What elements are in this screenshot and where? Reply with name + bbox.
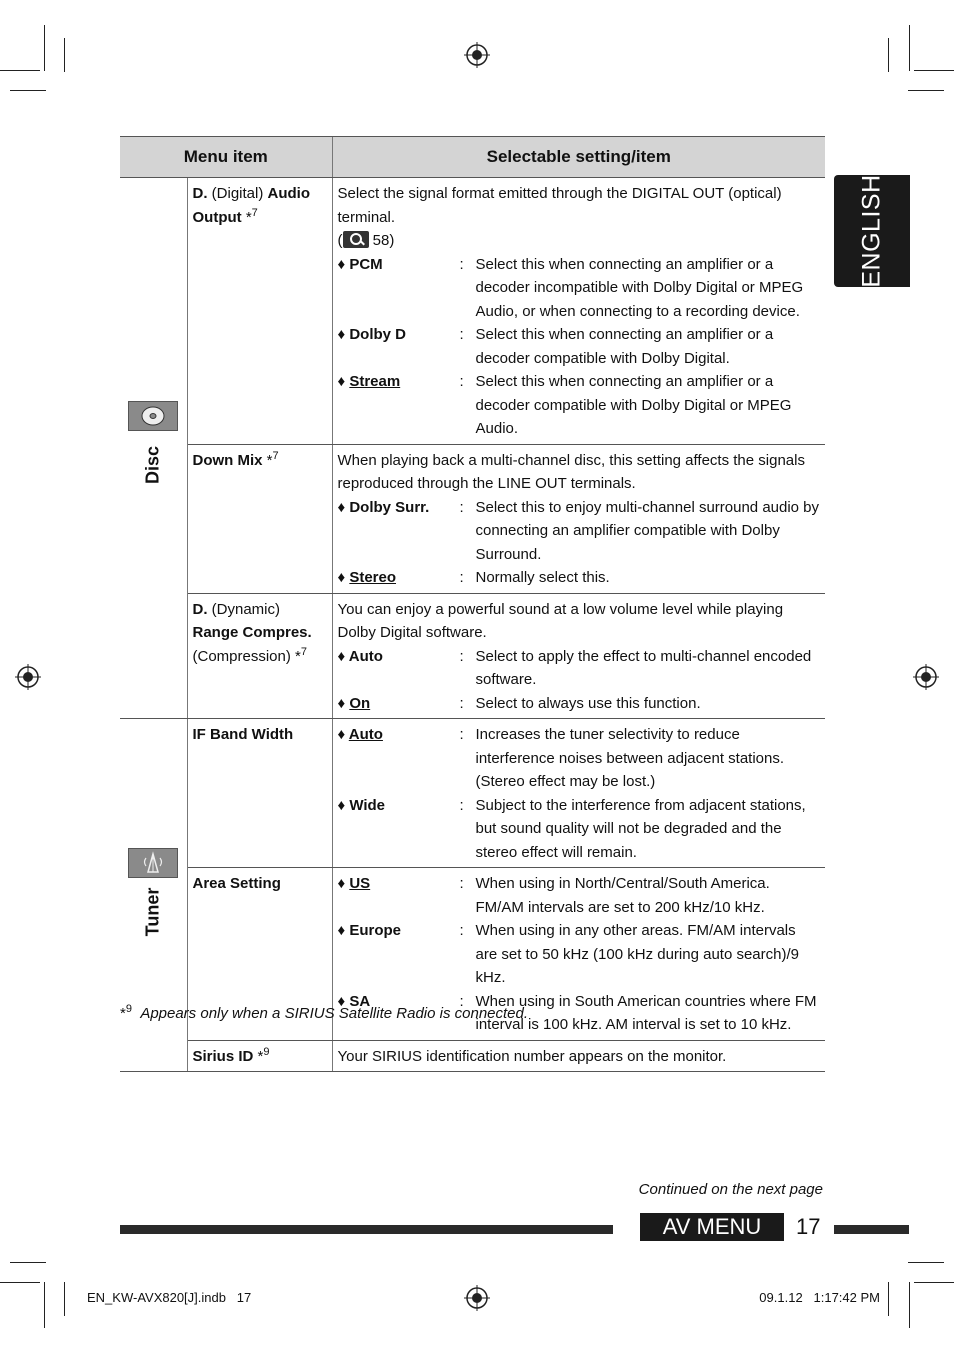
crop-mark: [914, 70, 954, 71]
option-name-default: On: [349, 694, 371, 712]
language-tab-label: ENGLISH: [857, 174, 886, 288]
footnote-number: 7: [272, 449, 279, 462]
menu-item-sirius-id: [187, 1040, 332, 1072]
option-colon: :: [459, 498, 464, 516]
registration-mark-icon: [15, 664, 41, 690]
category-disc: [120, 178, 187, 719]
section-label: AV MENU: [640, 1213, 784, 1241]
option-stream: [338, 370, 822, 441]
footnote-mark: *: [241, 208, 252, 226]
crop-mark: [888, 38, 889, 72]
option-description: Subject to the interference from adjacent stations, but sound quality will not be degraded and the stereo effect will remain.: [475, 796, 806, 861]
footnote-number: 7: [300, 645, 307, 658]
table-row: [120, 444, 825, 593]
menu-item-down-mix: [187, 444, 332, 593]
footnote-number: 9: [125, 1003, 132, 1015]
language-tab: [834, 175, 910, 287]
option-bullet: ♦: [337, 922, 346, 939]
option-name: SA: [349, 992, 371, 1010]
footnote-mark: *: [262, 451, 273, 469]
option-description: Increases the tuner selectivity to reduce interference noises between adjacent stations. (Stereo effect may be lost.): [475, 726, 785, 790]
crop-mark: [914, 1282, 954, 1283]
option-description: When using in any other areas. FM/AM intervals are set to 50 kHz (100 kHz during auto search)/9 kHz.: [475, 922, 799, 986]
menu-item-digital-audio-output: [187, 178, 332, 445]
item-name: Sirius ID: [192, 1047, 254, 1065]
item-paren: (Digital): [207, 185, 268, 202]
option-colon: :: [459, 255, 464, 273]
option-dolby-surr: [338, 496, 822, 567]
option-description: When using in South American countries where FM interval is 100 kHz. AM interval is set to 10 kHz.: [475, 992, 817, 1033]
category-label-disc: Disc: [142, 445, 163, 485]
option-name-default: Stereo: [349, 569, 397, 586]
option-name: Auto: [348, 647, 383, 665]
footer-bar: [120, 1225, 613, 1234]
setting-intro: When playing back a multi-channel disc, this setting affects the signals reproduced through the LINE OUT terminals.: [337, 451, 805, 492]
page-reference-icon: [343, 231, 369, 248]
option-bullet: ♦: [337, 992, 346, 1010]
option-stereo: [338, 566, 822, 590]
header-menu-item: Menu item: [120, 137, 332, 178]
page-number: 17: [796, 1214, 821, 1239]
table-row: [120, 593, 825, 719]
page-reference: [338, 229, 822, 253]
option-description: Select to always use this function.: [475, 694, 701, 712]
option-name: Wide: [349, 796, 386, 814]
continued-note: Continued on the next page: [638, 1181, 823, 1198]
footnote: [120, 1005, 528, 1022]
option-description: Select this when connecting an amplifier or a decoder compatible with Dolby Digital or MPEG Audio.: [475, 373, 792, 437]
registration-mark-icon: [913, 664, 939, 690]
crop-mark: [0, 70, 40, 71]
registration-mark-icon: [464, 1285, 490, 1311]
item-prefix: D.: [192, 185, 208, 202]
option-bullet: ♦: [337, 373, 346, 390]
option-colon: :: [459, 875, 464, 892]
crop-mark: [44, 1282, 45, 1328]
item-name: Range Compres.: [192, 624, 312, 641]
table-row: [120, 1040, 825, 1072]
option-wide: [338, 794, 822, 865]
option-name: Dolby Surr.: [349, 498, 430, 516]
option-bullet: ♦: [337, 647, 346, 665]
option-colon: :: [459, 694, 464, 712]
item-name: Area Setting: [192, 875, 281, 892]
item-paren: (Dynamic): [207, 600, 281, 618]
setting-intro: You can enjoy a powerful sound at a low volume level while playing Dolby Digital software.: [337, 600, 784, 641]
option-colon: :: [459, 326, 464, 343]
crop-mark: [909, 1282, 910, 1328]
setting-sirius-id: [332, 1040, 825, 1072]
registration-mark-icon: [464, 42, 490, 68]
item-tail: (Compression) *: [192, 647, 301, 665]
footnote-mark: *: [253, 1047, 264, 1065]
option-colon: :: [459, 647, 464, 665]
option-colon: :: [459, 922, 464, 939]
setting-down-mix: [332, 444, 825, 593]
option-bullet: ♦: [337, 726, 346, 743]
crop-mark: [908, 90, 944, 91]
option-colon: :: [459, 796, 464, 814]
item-prefix: D.: [192, 600, 208, 618]
item-name: Audio Output: [192, 185, 311, 226]
option-description: Select this when connecting an amplifier or a decoder incompatible with Dolby Digital or MPEG Audio, or when connecting to a recording device.: [475, 255, 804, 320]
setting-intro: Select the signal format emitted through the DIGITAL OUT (optical) terminal.: [337, 185, 782, 226]
option-bullet: ♦: [337, 255, 346, 273]
footnote-text: Appears only when a SIRIUS Satellite Radio is connected.: [140, 1005, 529, 1022]
setting-if-band-width: [332, 719, 825, 868]
crop-mark: [44, 25, 45, 71]
option-bullet: ♦: [337, 796, 346, 814]
option-colon: :: [459, 992, 464, 1010]
option-description: When using in North/Central/South America. FM/AM intervals are set to 200 kHz/10 kHz.: [475, 875, 770, 916]
option-name: Europe: [349, 922, 402, 939]
option-colon: :: [459, 726, 464, 743]
item-name: IF Band Width: [192, 726, 294, 743]
setting-dynamic-range-compression: [332, 593, 825, 719]
crop-mark: [888, 1282, 889, 1316]
option-on: [338, 692, 822, 716]
print-slug-left: EN_KW-AVX820[J].indb 17: [87, 1290, 252, 1305]
crop-mark: [908, 1262, 944, 1263]
category-label-tuner: Tuner: [142, 887, 163, 937]
tuner-icon: [128, 848, 178, 878]
option-auto: [338, 723, 822, 794]
footnote-number: 7: [251, 206, 258, 219]
setting-intro: Your SIRIUS identification number appears on the monitor.: [337, 1047, 727, 1065]
option-us: [338, 872, 822, 919]
item-name: Down Mix: [192, 451, 263, 469]
option-description: Normally select this.: [475, 569, 610, 586]
option-name: Dolby D: [349, 326, 406, 343]
option-bullet: ♦: [337, 875, 346, 892]
footnote-number: 9: [263, 1045, 270, 1058]
crop-mark: [10, 90, 46, 91]
option-name-default: US: [349, 875, 371, 892]
option-name-default: Stream: [349, 373, 401, 390]
crop-mark: [64, 1282, 65, 1316]
table-header-row: [120, 137, 825, 178]
crop-mark: [10, 1262, 46, 1263]
crop-mark: [0, 1282, 40, 1283]
table-row: [120, 719, 825, 868]
table-row: [120, 178, 825, 445]
option-auto: [338, 645, 822, 692]
option-description: Select this when connecting an amplifier or a decoder compatible with Dolby Digital.: [475, 326, 774, 367]
footnote-mark: *: [120, 1005, 126, 1022]
print-slug-right: 09.1.12 1:17:42 PM: [759, 1290, 880, 1305]
setting-digital-audio-output: [332, 178, 825, 445]
menu-settings-table: [120, 136, 825, 1072]
footer-bar: [834, 1225, 909, 1234]
option-bullet: ♦: [337, 694, 346, 712]
option-colon: :: [459, 373, 464, 390]
option-name: PCM: [349, 255, 383, 273]
option-bullet: ♦: [337, 569, 346, 586]
menu-item-dynamic-range-compression: [187, 593, 332, 719]
option-bullet: ♦: [337, 498, 346, 516]
option-colon: :: [459, 569, 464, 586]
option-description: Select to apply the effect to multi-channel encoded software.: [475, 647, 812, 688]
option-pcm: [338, 253, 822, 324]
crop-mark: [909, 25, 910, 71]
crop-mark: [64, 38, 65, 72]
option-dolby-d: [338, 323, 822, 370]
disc-icon: [128, 401, 178, 431]
option-description: Select this to enjoy multi-channel surround audio by connecting an amplifier compatible with Dolby Surround.: [475, 498, 820, 563]
header-selectable-setting: Selectable setting/item: [332, 137, 825, 178]
option-bullet: ♦: [337, 326, 346, 343]
option-name-default: Auto: [348, 726, 383, 743]
ref-page: 58): [368, 232, 395, 249]
menu-item-if-band-width: [187, 719, 332, 868]
option-europe: [338, 919, 822, 990]
ref-open: (: [337, 232, 343, 249]
